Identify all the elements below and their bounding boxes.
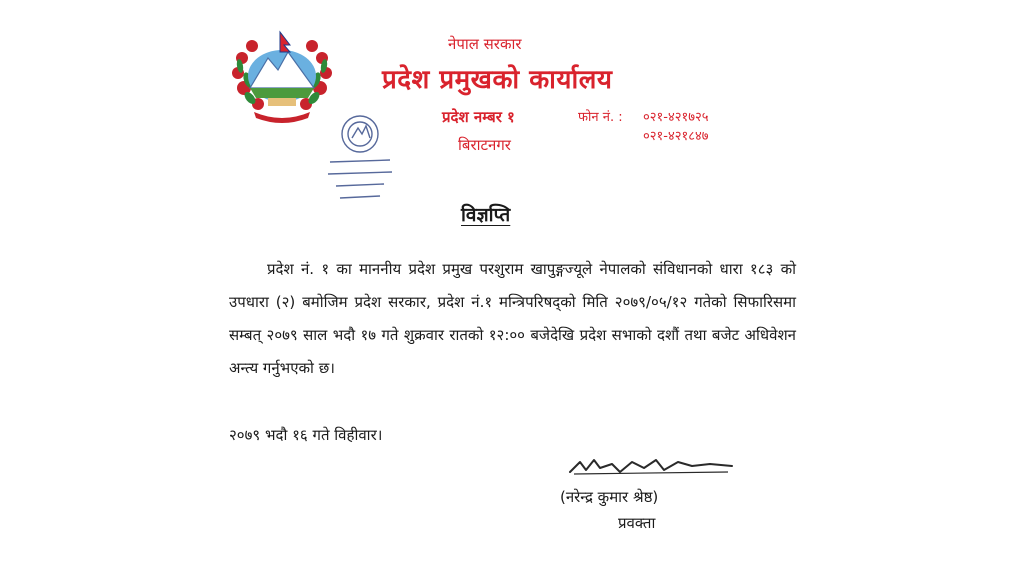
notice-date: २०७९ भदौ १६ गते विहीवार। xyxy=(229,426,383,444)
government-name: नेपाल सरकार xyxy=(448,35,522,53)
province-name: प्रदेश नम्बर १ xyxy=(442,108,515,126)
phone-label: फोन नं. : xyxy=(578,110,623,125)
office-name: प्रदेश प्रमुखको कार्यालय xyxy=(382,65,613,95)
signature-icon xyxy=(560,452,740,480)
notice-body: प्रदेश नं. १ का माननीय प्रदेश प्रमुख परशुराम खापुङ्गज्यूले नेपालको संविधानको धारा १८३ को उपधारा (२) बमोजिम प्रदेश सरकार, प्रदेश नं.१ मन्त्रिपरिषद्को मिति २०७९/०५/१२ गतेको सिफारिसमा सम्बत् २०७९ साल भदौ १७ गते शुक्रवार रातको १२:०० बजेदेखि प्रदेश सभाको दशौं तथा बजेट अधिवेशन अन्त्य गर्नुभएको छ। xyxy=(229,260,796,377)
city-name: बिराटनगर xyxy=(458,136,511,154)
phone-number: ०२१-४२१७२५ xyxy=(643,110,709,125)
signatory-name: (नरेन्द्र कुमार श्रेष्ठ) xyxy=(560,488,659,506)
signatory-title: प्रवक्ता xyxy=(618,514,656,532)
office-seal-icon xyxy=(322,110,398,208)
notice-title: विज्ञप्ति xyxy=(461,204,511,226)
coat-of-arms-icon xyxy=(228,28,336,126)
phone-number: ०२१-४२१८४७ xyxy=(643,129,709,144)
